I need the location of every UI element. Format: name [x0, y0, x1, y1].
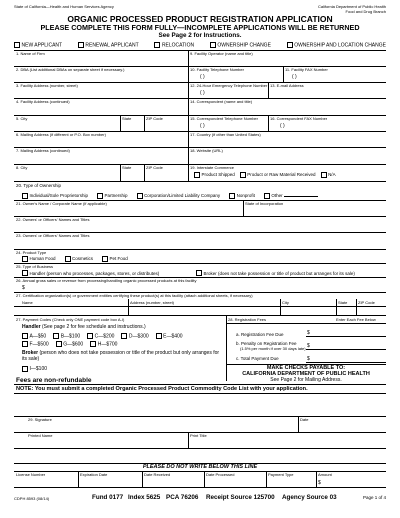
field-23-label: 23. Owners' or Officers' Names and Titles — [16, 233, 90, 238]
agency-right-2: Food and Drug Branch — [345, 9, 386, 14]
code-label: A—$50 — [29, 333, 47, 340]
field-26-label: 26. Annual gross sales or revenue from processing/handling organic processed products at this facility — [16, 278, 197, 283]
corr-fax-paren: ( ) — [280, 123, 285, 129]
own-partnership[interactable] — [97, 193, 128, 199]
checkbox[interactable] — [78, 42, 84, 48]
field-4-label: 4. Facility Address (continued) — [16, 99, 70, 104]
product-type-options — [22, 256, 128, 262]
handler-heading: Handler — [22, 324, 41, 330]
checkbox[interactable] — [287, 42, 293, 48]
form-subtitle: PLEASE COMPLETE THIS FORM FULLY—INCOMPLETE APPLICATIONS WILL BE RETURNED — [40, 23, 360, 32]
fax-paren: ( ) — [292, 74, 297, 80]
checkbox[interactable] — [321, 172, 327, 178]
checkbox[interactable] — [53, 333, 59, 339]
field-10-label: 10. Facility Telephone Number — [190, 67, 244, 72]
checkbox[interactable] — [137, 193, 143, 199]
own-individual[interactable] — [22, 193, 88, 199]
payable-to-name: CALIFORNIA DEPARTMENT OF PUBLIC HEALTH — [242, 371, 370, 377]
reg-fee-dollar: $ — [307, 330, 310, 336]
code-label: D—$300 — [128, 333, 149, 340]
field-17-label: 17. Country (if other than United States) — [190, 132, 261, 137]
checkbox[interactable] — [156, 333, 162, 339]
code-i[interactable] — [22, 366, 47, 372]
business-label: Handler (person who processes, packages, stores, or distributes) — [29, 270, 160, 276]
code-f[interactable] — [22, 341, 49, 347]
checkbox[interactable] — [240, 172, 246, 178]
checkbox[interactable] — [65, 256, 71, 262]
code-g[interactable] — [56, 341, 84, 347]
field-13-label: 13. E-mail Address — [270, 83, 304, 88]
code-label: I—$100 — [29, 366, 48, 372]
own-other[interactable] — [264, 193, 318, 199]
product-human-food[interactable] — [22, 256, 56, 262]
checkbox[interactable] — [90, 341, 96, 347]
code-label: H—$700 — [97, 341, 118, 348]
field-16-label: 16. Correspondent FAX Number — [270, 116, 328, 121]
fees-nonrefundable: Fees are non-refundable — [16, 377, 92, 384]
checkbox[interactable] — [154, 42, 160, 48]
field-11-label: 11. Facility FAX Number — [285, 67, 328, 72]
field-27-label: 27. Certification organization(s) or government entities certifying these product(s) at this facility (attach additional sheets, if necessary) — [16, 293, 253, 298]
checkbox[interactable] — [22, 366, 28, 372]
amount-label: Amount — [318, 472, 332, 477]
printed-name-label: Printed Name — [28, 433, 53, 438]
handler-note: (See page 2 for fee schedule and instructions.) — [42, 324, 146, 330]
broker-note: (person who does not take possession or title of the product but only arranges for its sale) — [22, 350, 220, 362]
product-label: Pet Food — [109, 256, 128, 262]
instructions: See Page 2 for Instructions. — [158, 32, 242, 39]
cert-name-label: Name — [22, 300, 33, 305]
ownership-options — [22, 193, 318, 199]
opt-product-shipped[interactable] — [194, 172, 235, 178]
code-c[interactable] — [87, 333, 114, 339]
field-2-label: 2. DBA (List additional DBAs on separate sheet if necessary.) — [16, 67, 125, 72]
date-label: Date — [300, 417, 309, 422]
total-label: c. Total Payment Due — [236, 356, 279, 361]
cert-address-label: Address (number, street) — [130, 300, 175, 305]
app-type-label: RENEWAL APPLICANT — [85, 42, 139, 49]
business-handler[interactable] — [22, 270, 159, 276]
payment-codes-title: 27. Payment Codes — [16, 317, 52, 322]
app-type-ownership-location[interactable] — [287, 42, 386, 48]
state-incorporation-label: State of Incorporation — [245, 201, 284, 206]
field-24-label: 24. Product Type — [16, 250, 47, 255]
interstate-options — [194, 172, 336, 178]
form-title: ORGANIC PROCESSED PRODUCT REGISTRATION APPLICATION — [67, 14, 333, 24]
amount-dollar: $ — [318, 480, 321, 486]
checkbox[interactable] — [22, 333, 28, 339]
field-8-label: 8. City — [16, 165, 28, 170]
signature-label: 29. Signature — [28, 417, 52, 422]
app-type-label: OWNERSHIP AND LOCATION CHANGE — [294, 42, 386, 49]
code-label: C—$200 — [94, 333, 115, 340]
field-14-label: 14. Correspondent (name and title) — [190, 99, 253, 104]
field-3-label: 3. Facility Address (number, street) — [16, 83, 78, 88]
field-5-zip-label: ZIP Code — [146, 116, 163, 121]
field-28-label: 28. Registration Fees — [228, 317, 267, 322]
checkbox[interactable] — [22, 256, 28, 262]
agency-source: Agency Source 03 — [282, 494, 337, 501]
handler-codes-row-1 — [22, 333, 183, 339]
payable-to-heading: MAKE CHECKS PAYABLE TO: — [266, 365, 346, 371]
form-number: CDPH 8593 (08/14) — [14, 496, 50, 501]
checkbox[interactable] — [264, 193, 270, 199]
print-title-label: Print Title — [190, 433, 207, 438]
checkbox[interactable] — [194, 172, 200, 178]
checkbox[interactable] — [102, 256, 108, 262]
opt-raw-received[interactable] — [240, 172, 316, 178]
app-type-label: OWNERSHIP CHANGE — [217, 42, 271, 49]
field-8-zip-label: ZIP Code — [146, 165, 163, 170]
field-7-label: 7. Mailing Address (continued) — [16, 148, 70, 153]
field-21-label: 21. Owner's Name / Corporate Name (if applicable) — [16, 201, 107, 206]
phone-paren: ( ) — [200, 74, 205, 80]
checkbox[interactable] — [22, 341, 28, 347]
checkbox[interactable] — [229, 193, 235, 199]
product-label: Cosmetics — [72, 256, 94, 262]
code-label: G—$600 — [63, 341, 84, 348]
field-25-label: 25. Type of Business — [16, 264, 54, 269]
enter-fee-label: Enter Each Fee Below — [336, 317, 376, 322]
checkbox[interactable] — [56, 341, 62, 347]
code-a[interactable] — [22, 333, 46, 339]
checkbox[interactable] — [210, 42, 216, 48]
app-type-label: RELOCATION — [161, 42, 195, 49]
field-6-label: 6. Mailing Address (if different or P.O. Box number) — [16, 132, 106, 137]
own-label: Corporation/Limited Liability Company — [144, 193, 221, 199]
penalty-dollar: $ — [307, 343, 310, 349]
reg-fee-label: a. Registration Fee Due — [236, 332, 284, 337]
pca-code: PCA 76206 — [166, 494, 199, 501]
field-12-label: 12. 24-Hour Emergency Telephone Number — [190, 83, 268, 88]
own-label: Individual/Sole Proprietorship — [29, 193, 89, 199]
product-label: Human Food — [29, 256, 56, 262]
checkbox[interactable] — [14, 42, 20, 48]
app-type-new[interactable] — [14, 42, 62, 48]
field-9-label: 9. Facility Operator (name and title) — [190, 51, 253, 56]
sales-dollar: $ — [22, 285, 25, 291]
mailing-address-note: See Page 2 for Mailing Address. — [270, 377, 342, 383]
app-type-relocation[interactable] — [154, 42, 194, 48]
own-corporation[interactable] — [137, 193, 221, 199]
commodity-note: NOTE: You must submit a completed Organic Processed Product Commodity Code List with your application. — [16, 386, 308, 392]
field-19-label: 19. Interstate Commerce — [190, 165, 235, 170]
agency-right-1: California Department of Public Health — [317, 4, 386, 9]
opt-na[interactable] — [321, 172, 336, 178]
payment-type-label: Payment Type — [268, 472, 294, 477]
app-type-renewal[interactable] — [78, 42, 139, 48]
field-1-label: 1. Name of Firm — [16, 51, 45, 56]
cert-state-label: State — [338, 300, 348, 305]
code-d[interactable] — [121, 333, 148, 339]
code-h[interactable] — [90, 341, 117, 347]
ownership-label: 20. Type of Ownership — [16, 183, 61, 188]
own-nonprofit[interactable] — [229, 193, 255, 199]
field-22-label: 22. Owners' or Officers' Names and Titles — [16, 217, 90, 222]
product-cosmetics[interactable] — [65, 256, 94, 262]
index-code: Index 5625 — [128, 494, 161, 501]
checkbox[interactable] — [97, 193, 103, 199]
payment-codes-note: (Check only ONE payment code box A-I) — [52, 317, 125, 322]
checkbox[interactable] — [22, 193, 28, 199]
opt-label: Product or Raw Material Received — [247, 172, 316, 178]
penalty-label: b. Penalty on Registration Fee — [236, 341, 297, 346]
own-label: Other — [271, 193, 283, 199]
code-b[interactable] — [53, 333, 80, 339]
code-e[interactable] — [156, 333, 183, 339]
business-label: Broker (does not take possession or title of product but arranges for its sale) — [203, 270, 355, 276]
date-received-label: Date Received — [144, 472, 171, 477]
broker-heading: Broker — [22, 350, 39, 356]
business-broker[interactable] — [196, 270, 355, 276]
field-5-label: 5. City — [16, 116, 28, 121]
field-15-label: 15. Correspondent Telephone Number — [190, 116, 258, 121]
checkbox[interactable] — [196, 270, 202, 276]
app-type-label: NEW APPLICANT — [21, 42, 63, 49]
application-type-row — [14, 42, 386, 48]
app-type-ownership[interactable] — [210, 42, 271, 48]
corr-phone-paren: ( ) — [200, 123, 205, 129]
license-number-label: License Number — [16, 472, 46, 477]
code-label: E—$400 — [163, 333, 183, 340]
total-dollar: $ — [307, 356, 310, 362]
field-18-label: 18. Website (URL) — [190, 148, 223, 153]
payment-codes-label — [16, 317, 124, 322]
fund-code: Fund 0177 — [92, 494, 124, 501]
checkbox[interactable] — [22, 270, 28, 276]
cert-city-label: City — [282, 300, 289, 305]
opt-label: N/A — [328, 172, 336, 178]
own-label: Nonprofit — [236, 193, 255, 199]
own-label: Partnership — [104, 193, 128, 199]
penalty-note: (1.5% per month if over 30 days late) — [240, 346, 306, 351]
date-processed-label: Date Processed — [206, 472, 235, 477]
emergency-paren: ( ) — [200, 90, 205, 96]
page-number: Page 1 of 4 — [362, 495, 386, 500]
opt-label: Product Shipped — [201, 172, 235, 178]
code-label: F—$500 — [29, 341, 49, 348]
cert-zip-label: ZIP Code — [358, 300, 375, 305]
field-5-state-label: State — [122, 116, 132, 121]
receipt-source: Receipt Source 125700 — [206, 494, 275, 501]
agency-left: State of California—Health and Human Services Agency — [14, 4, 114, 9]
checkbox[interactable] — [121, 333, 127, 339]
handler-codes-row-2 — [22, 341, 117, 347]
expiration-date-label: Expiration Date — [80, 472, 108, 477]
field-8-state-label: State — [122, 165, 132, 170]
product-pet-food[interactable] — [102, 256, 128, 262]
checkbox[interactable] — [87, 333, 93, 339]
do-not-write-banner: PLEASE DO NOT WRITE BELOW THIS LINE — [142, 464, 258, 470]
code-label: B—$100 — [60, 333, 81, 340]
